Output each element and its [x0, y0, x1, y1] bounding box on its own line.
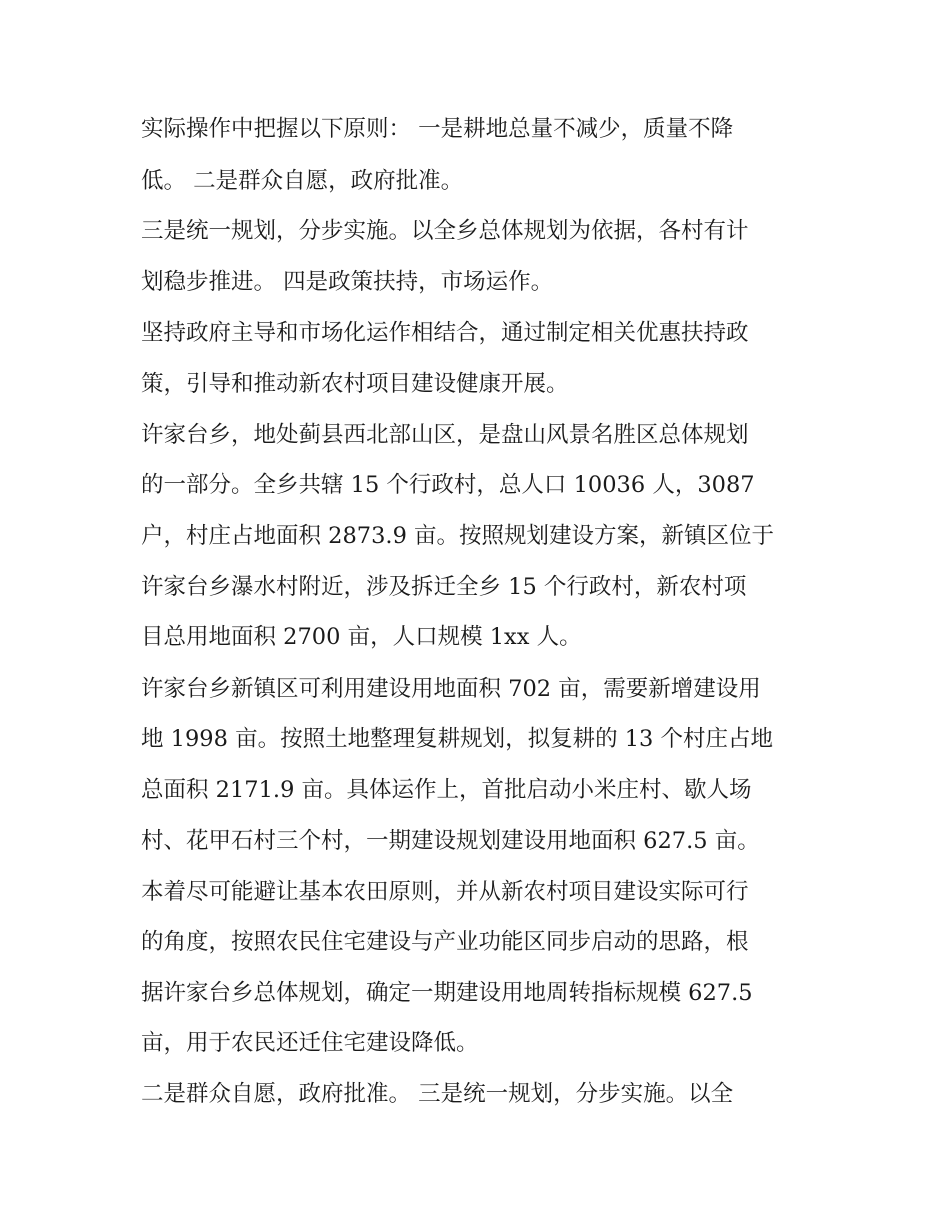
text-line: 的一部分。全乡共辖 15 个行政村，总人口 10036 人，3087 — [141, 472, 755, 498]
text-line: 的角度，按照农民住宅建设与产业功能区同步启动的思路，根 — [141, 929, 749, 955]
text-line: 据许家台乡总体规划，确定一期建设用地周转指标规模 627.5 — [141, 980, 753, 1006]
text-line: 划稳步推进。 四是政策扶持，市场运作。 — [141, 269, 554, 295]
text-line: 亩，用于农民还迁住宅建设降低。 — [141, 1030, 479, 1056]
text-line: 二是群众自愿，政府批准。 三是统一规划，分步实施。以全 — [141, 1081, 734, 1107]
text-line: 总面积 2171.9 亩。具体运作上，首批启动小米庄村、歇人场 — [141, 777, 752, 803]
text-line: 许家台乡新镇区可利用建设用地面积 702 亩，需要新增建设用 — [141, 676, 761, 702]
text-line: 户，村庄占地面积 2873.9 亩。按照规划建设方案，新镇区位于 — [141, 523, 775, 549]
text-line: 地 1998 亩。按照土地整理复耕规划，拟复耕的 13 个村庄占地 — [141, 726, 774, 752]
text-line: 策，引导和推动新农村项目建设健康开展。 — [141, 371, 569, 397]
text-line: 许家台乡瀑水村附近，涉及拆迁全乡 15 个行政村，新农村项 — [141, 574, 747, 600]
text-line: 实际操作中把握以下原则： 一是耕地总量不减少，质量不降 — [141, 116, 734, 142]
text-line: 低。 二是群众自愿，政府批准。 — [141, 168, 464, 194]
text-line: 三是统一规划，分步实施。以全乡总体规划为依据，各村有计 — [141, 218, 749, 244]
text-line: 本着尽可能避让基本农田原则，并从新农村项目建设实际可行 — [141, 879, 749, 905]
text-line: 坚持政府主导和市场化运作相结合，通过制定相关优惠扶持政 — [141, 320, 749, 346]
text-line: 许家台乡，地处蓟县西北部山区，是盘山风景名胜区总体规划 — [141, 422, 749, 448]
text-line: 目总用地面积 2700 亩，人口规模 1xx 人。 — [141, 624, 582, 650]
text-line: 村、花甲石村三个村，一期建设规划建设用地面积 627.5 亩。 — [141, 828, 760, 854]
